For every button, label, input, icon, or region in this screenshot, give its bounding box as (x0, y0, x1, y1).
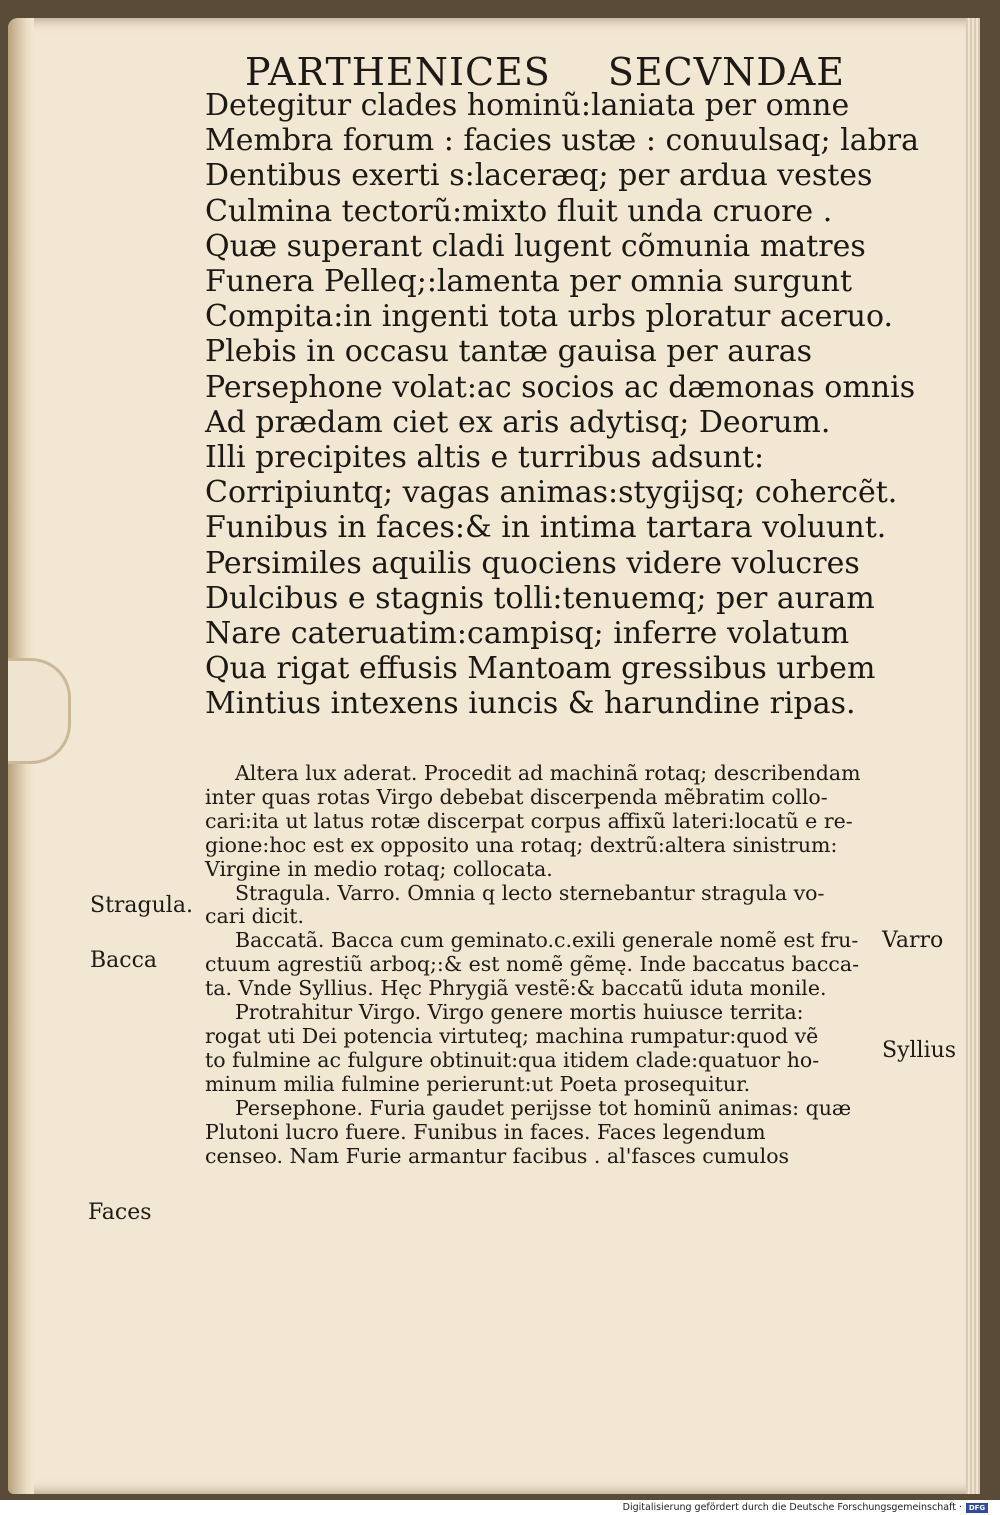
margin-note-stragula: Stragula. (90, 893, 193, 918)
commentary-line: to fulmine ac fulgure obtinuit:qua itidem clade:quatuor ho- (205, 1047, 820, 1072)
verse-block (205, 88, 920, 722)
verse-line: Persimiles aquilis quociens videre volucres (205, 545, 860, 581)
commentary-block (205, 762, 885, 1168)
verse-line: Ad prædam ciet ex aris adytisq; Deorum. (205, 404, 831, 440)
verse-line: Dentibus exerti s:laceræq; per ardua vestes (205, 158, 873, 194)
verse-line: Plebis in occasu tantæ gauisa per auras (205, 334, 813, 370)
commentary-line: Baccatã. Bacca cum geminato.c.exili generale nomẽ est fru- (235, 928, 859, 953)
verse-line: Compita:in ingenti tota urbs ploratur aceruo. (205, 299, 894, 335)
commentary-line: ctuum agrestiũ arboq;:& est nomẽ gẽmę. Inde baccatus bacca- (205, 952, 860, 977)
verse-line: Persephone volat:ac socios ac dæmonas omnis (205, 369, 916, 405)
commentary-line: censeo. Nam Furie armantur facibus . al'fasces cumulos (205, 1143, 790, 1168)
commentary-line: Altera lux aderat. Procedit ad machinã rotaq; describendam (235, 761, 861, 785)
margin-note-bacca: Bacca (90, 948, 158, 973)
verse-line: Mintius intexens iuncis & harundine ripas. (205, 686, 856, 722)
verse-line: Membra forum : facies ustæ : conuulsaq; labra (205, 123, 920, 159)
margin-note-syllius: Syllius (882, 1038, 957, 1063)
verse-line: Corripiuntq; vagas animas:stygijsq; cohercẽt. (205, 475, 898, 511)
commentary-line: Protrahitur Virgo. Virgo genere mortis huiusce territa: (235, 1000, 804, 1025)
commentary-line: Stragula. Varro. Omnia q lecto sternebantur stragula vo- (235, 880, 825, 905)
verse-line: Culmina tectorũ:mixto fluit unda cruore . (205, 193, 833, 229)
dfg-logo-icon: DFG (966, 1503, 988, 1513)
commentary-line: Virgine in medio rotaq; collocata. (205, 856, 553, 881)
commentary-line: cari dicit. (205, 904, 305, 929)
running-head-left: PARTHENICES (245, 50, 551, 94)
commentary-line: Persephone. Furia gaudet perijsse tot hominũ animas: quæ (235, 1095, 852, 1120)
commentary-line: gione:hoc est ex opposito una rotaq; dextrũ:altera sinistrum: (205, 832, 838, 857)
verse-line: Funibus in faces:& in intima tartara voluunt. (205, 510, 887, 546)
running-head-right: SECVNDAE (607, 50, 845, 94)
verse-line: Funera Pelleq;:lamenta per omnia surgunt (205, 264, 853, 300)
page-edge (966, 18, 980, 1494)
commentary-line: Plutoni lucro fuere. Funibus in faces. Faces legendum (205, 1119, 766, 1144)
commentary-line: rogat uti Dei potencia virtuteq; machina rumpatur:quod vẽ (205, 1023, 819, 1048)
commentary-line: minum milia fulmine perierunt:ut Poeta prosequitur. (205, 1071, 751, 1096)
footer-credit: Digitalisierung gefördert durch die Deutsche Forschungsgemeinschaft · (622, 1502, 962, 1513)
margin-note-faces: Faces (88, 1200, 152, 1225)
verse-line: Nare cateruatim:campisq; inferre volatum (205, 616, 850, 652)
margin-note-varro: Varro (882, 928, 944, 953)
commentary-line: ta. Vnde Syllius. Hęc Phrygiã vestẽ:& baccatũ iduta monile. (205, 976, 827, 1001)
verse-line: Detegitur clades hominũ:laniata per omne (205, 88, 850, 123)
verse-line: Quæ superant cladi lugent cõmunia matres (205, 228, 866, 264)
ribbon-bookmark (8, 658, 71, 764)
digitization-footer (0, 1500, 1000, 1515)
verse-line: Dulcibus e stagnis tolli:tenuemq; per auram (205, 580, 875, 616)
commentary-line: cari:ita ut latus rotæ discerpat corpus affixũ lateri:locatũ e re- (205, 808, 853, 833)
verse-line: Illi precipites altis e turribus adsunt: (205, 440, 765, 476)
commentary-line: inter quas rotas Virgo debebat discerpenda mẽbratim collo- (205, 784, 828, 809)
verse-line: Qua rigat effusis Mantoam gressibus urbem (205, 651, 876, 687)
